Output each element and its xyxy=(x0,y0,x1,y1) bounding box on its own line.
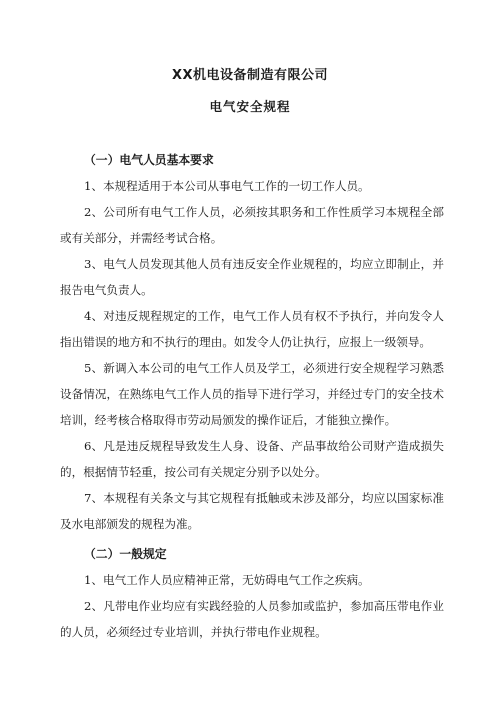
paragraph-1-6: 6、凡是违反规程导致发生人身、设备、产品事故给公司财产造成损失的，根据情节轻重，按公司有关规定分别予以处分。 xyxy=(60,439,444,479)
paragraph-2-2: 2、凡带电作业均应有实践经验的人员参加或监护，参加高压带电作业的人员，必须经过专业培训，并执行带电作业规程。 xyxy=(60,599,444,639)
document-body xyxy=(60,143,444,645)
paragraph-1-1: 1、本规程适用于本公司从事电气工作的一切工作人员。 xyxy=(84,179,370,193)
company-title: XX机电设备制造有限公司 xyxy=(171,68,329,83)
paragraph-1-3: 3、电气人员发现其他人员有违反安全作业规程的，均应立即制止，并报告电气负责人。 xyxy=(60,257,444,297)
paragraph-1-4: 4、对违反规程规定的工作，电气工作人员有权不予执行，并向发令人指出错误的地方和不执行的理由。如发令人仍让执行，应报上一级领导。 xyxy=(60,309,444,349)
paragraph-1-5: 5、新调入本公司的电气工作人员及学工，必须进行安全规程学习熟悉设备情况，在熟练电气工作人员的指导下进行学习，并经过专门的安全技术培训，经考核合格取得市劳动局颁发的操作证后，才能独立操作。 xyxy=(60,361,444,427)
section-heading-1: （一）电气人员基本要求 xyxy=(84,153,214,167)
paragraph-1-7: 7、本规程有关条文与其它规程有抵触或未涉及部分，均应以国家标准及水电部颁发的规程为准。 xyxy=(60,491,444,531)
paragraph-1-2: 2、公司所有电气工作人员，必须按其职务和工作性质学习本规程全部或有关部分，并需经考试合格。 xyxy=(60,205,444,245)
section-heading-2: （二）一般规定 xyxy=(84,547,167,561)
document-title: 电气安全规程 xyxy=(209,99,291,114)
paragraph-2-1: 1、电气工作人员应精神正常，无妨碍电气工作之疾病。 xyxy=(84,573,370,587)
